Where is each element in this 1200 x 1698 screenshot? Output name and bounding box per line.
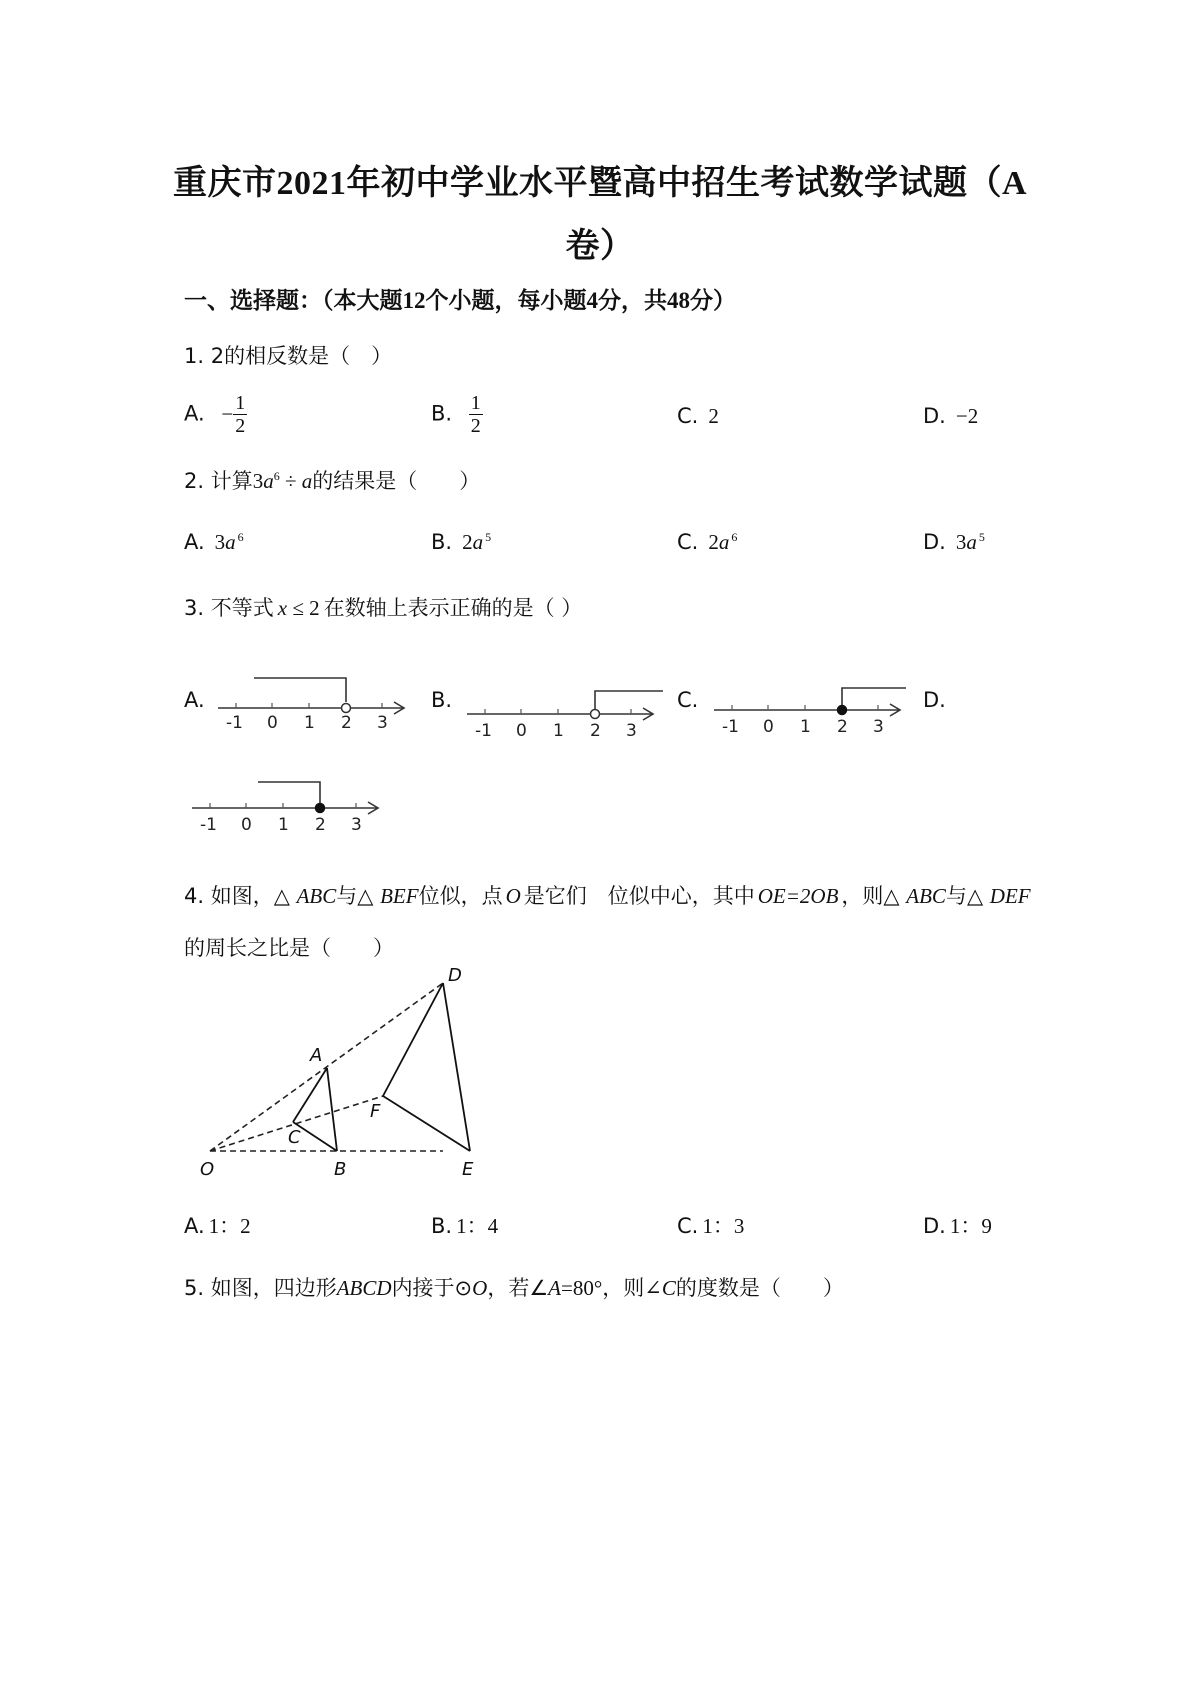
tick-label: 0 (516, 721, 527, 741)
option-value: 1：2 (208, 1214, 251, 1238)
tick-label: 1 (800, 717, 811, 737)
triangle-symbol: △ (273, 884, 290, 908)
option-label: A. (184, 401, 205, 426)
vertex-label-c: C (288, 1127, 301, 1148)
tick-label: 3 (377, 713, 388, 732)
question-text: 与 (945, 884, 967, 908)
expr-coef: 3 (252, 469, 264, 493)
option-label: A. (184, 530, 205, 554)
numerator: 1 (470, 392, 481, 414)
option-value: 1：9 (949, 1214, 992, 1238)
option-value: 1：4 (456, 1214, 499, 1238)
question-number: 5. (184, 1276, 205, 1300)
q4-option-b (431, 1210, 498, 1240)
tick-label: 2 (837, 717, 848, 737)
tick-label: 0 (241, 815, 252, 835)
q3-option-a-label: A. (184, 688, 205, 712)
option-label: C. (677, 1214, 699, 1238)
question-text: 与 (336, 884, 358, 908)
question-number: 1. (184, 344, 205, 368)
vertex-label-f: F (370, 1101, 381, 1122)
angle-name: C (661, 1276, 676, 1300)
exp: 5 (485, 530, 492, 544)
tick-label: 3 (626, 721, 637, 741)
option-label: B. (431, 1214, 453, 1238)
vertex-label-d: D (448, 965, 462, 986)
angle-name: A (548, 1276, 561, 1300)
question-number: 4. (184, 884, 205, 908)
q4-option-a (184, 1210, 251, 1240)
ratio-expression: OE=2OB (757, 884, 839, 908)
triangle-symbol: △ (357, 884, 374, 908)
tick-label: 2 (341, 713, 352, 732)
var: a (225, 530, 236, 554)
question-text: =80°，则∠ (561, 1276, 662, 1300)
var: a (472, 530, 484, 554)
exp: 5 (978, 530, 985, 544)
question-text: 位似，点 (418, 884, 503, 908)
question-1 (184, 340, 392, 370)
q3-option-d-label: D. (923, 688, 946, 712)
expr-op: ÷ (279, 469, 302, 493)
fraction (469, 392, 483, 437)
q2-option-d (923, 530, 985, 555)
question-text: 的度数是（ ） (675, 1276, 844, 1300)
option-value: −2 (955, 404, 979, 428)
question-text: 内接于⊙ (391, 1276, 473, 1300)
option-sign: − (221, 401, 234, 426)
option-label: C. (677, 404, 699, 428)
number-line-c (710, 684, 920, 746)
tick-label: 0 (267, 713, 278, 732)
tick-label: 2 (590, 721, 601, 741)
expr-rest: ≤ 2 (287, 596, 320, 620)
q4-option-c (677, 1210, 744, 1240)
question-text: ，则 (841, 884, 884, 908)
question-4-line2: 的周长之比是（ ） (184, 936, 394, 960)
tick-label: 2 (315, 815, 326, 835)
option-value: 1：3 (702, 1214, 745, 1238)
vertex-label-o: O (200, 1159, 215, 1180)
number-line-d (188, 776, 388, 838)
coef: 2 (708, 530, 719, 554)
coef: 3 (955, 530, 967, 554)
q3-option-b-label: B. (431, 688, 453, 712)
question-text-tail: 在数轴上表示正确的是（ ） (323, 596, 583, 620)
tick-label: 1 (278, 815, 289, 835)
option-value: 2 (708, 404, 719, 428)
question-number: 2. (184, 469, 205, 493)
tick-label: 3 (873, 717, 884, 737)
option-label: B. (431, 401, 453, 426)
option-label: D. (923, 404, 946, 428)
q4-option-d (923, 1210, 992, 1240)
expr-exp: 6 (273, 469, 280, 483)
exp: 6 (237, 530, 244, 544)
point-name: O (505, 884, 521, 908)
question-text: 是它们 位似中心，其中 (523, 884, 755, 908)
q2-option-a (184, 530, 244, 555)
tick-label: -1 (475, 721, 492, 741)
option-label: D. (923, 1214, 946, 1238)
question-text: 如图，四边形 (210, 1276, 337, 1300)
q3-option-c-label: C. (677, 688, 699, 712)
section-heading: 一、选择题：（本大题12个小题，每小题4分，共48分） (184, 288, 736, 313)
tick-label: 0 (763, 717, 774, 737)
vertex-label-e: E (462, 1159, 474, 1180)
coef: 2 (462, 530, 473, 554)
triangle-name: ABC (296, 884, 337, 908)
triangle-name: DEF (989, 884, 1031, 908)
exp: 6 (731, 530, 738, 544)
question-text-tail: 的结果是（ ） (312, 469, 481, 493)
circle-name: O (472, 1276, 488, 1300)
question-3 (184, 592, 582, 622)
expr-var2: a (301, 469, 313, 493)
denominator: 2 (235, 415, 246, 437)
triangle-symbol: △ (883, 884, 900, 908)
question-4 (184, 880, 1031, 910)
q2-option-c (677, 530, 737, 555)
expr-var: x (277, 596, 288, 620)
triangle-name: ABC (906, 884, 946, 908)
option-label: D. (923, 530, 946, 554)
option-label: C. (677, 530, 699, 554)
tick-label: 3 (351, 815, 362, 835)
number-line-b (463, 684, 673, 746)
tick-label: -1 (200, 815, 217, 835)
question-5 (184, 1272, 844, 1302)
page-title-line2: 卷） (565, 228, 635, 265)
vertex-label-a: A (310, 1045, 323, 1066)
question-text: ，若∠ (487, 1276, 549, 1300)
tick-label: 1 (304, 713, 315, 732)
q1-option-d (923, 404, 978, 429)
denominator: 2 (470, 415, 481, 437)
question-text: 计算 (210, 469, 253, 493)
question-text: 2的相反数是（ ） (210, 344, 393, 368)
q1-option-b (431, 392, 483, 437)
tick-label: -1 (722, 717, 739, 737)
expr-var: a (263, 469, 274, 493)
question-text: 如图， (210, 884, 274, 908)
var: a (718, 530, 730, 554)
question-2 (184, 465, 480, 495)
option-label: A. (184, 1214, 205, 1238)
quad-name: ABCD (336, 1276, 392, 1300)
similar-triangles-figure (190, 965, 510, 1185)
numerator: 1 (235, 392, 246, 414)
var: a (966, 530, 977, 554)
tick-label: -1 (226, 713, 243, 732)
page-title-line1: 重庆市2021年初中学业水平暨高中招生考试数学试题（A (172, 165, 1028, 202)
question-number: 3. (184, 596, 205, 620)
vertex-label-b: B (334, 1159, 347, 1180)
q2-option-b (431, 530, 491, 555)
fraction (233, 392, 247, 437)
option-label: B. (431, 530, 453, 554)
triangle-symbol: △ (966, 884, 984, 908)
tick-label: 1 (553, 721, 564, 741)
question-text: 不等式 (210, 596, 274, 620)
triangle-name: BEF (380, 884, 419, 908)
q1-option-a (184, 392, 247, 437)
q1-option-c (677, 404, 719, 429)
coef: 3 (214, 530, 226, 554)
number-line-a (214, 670, 414, 732)
